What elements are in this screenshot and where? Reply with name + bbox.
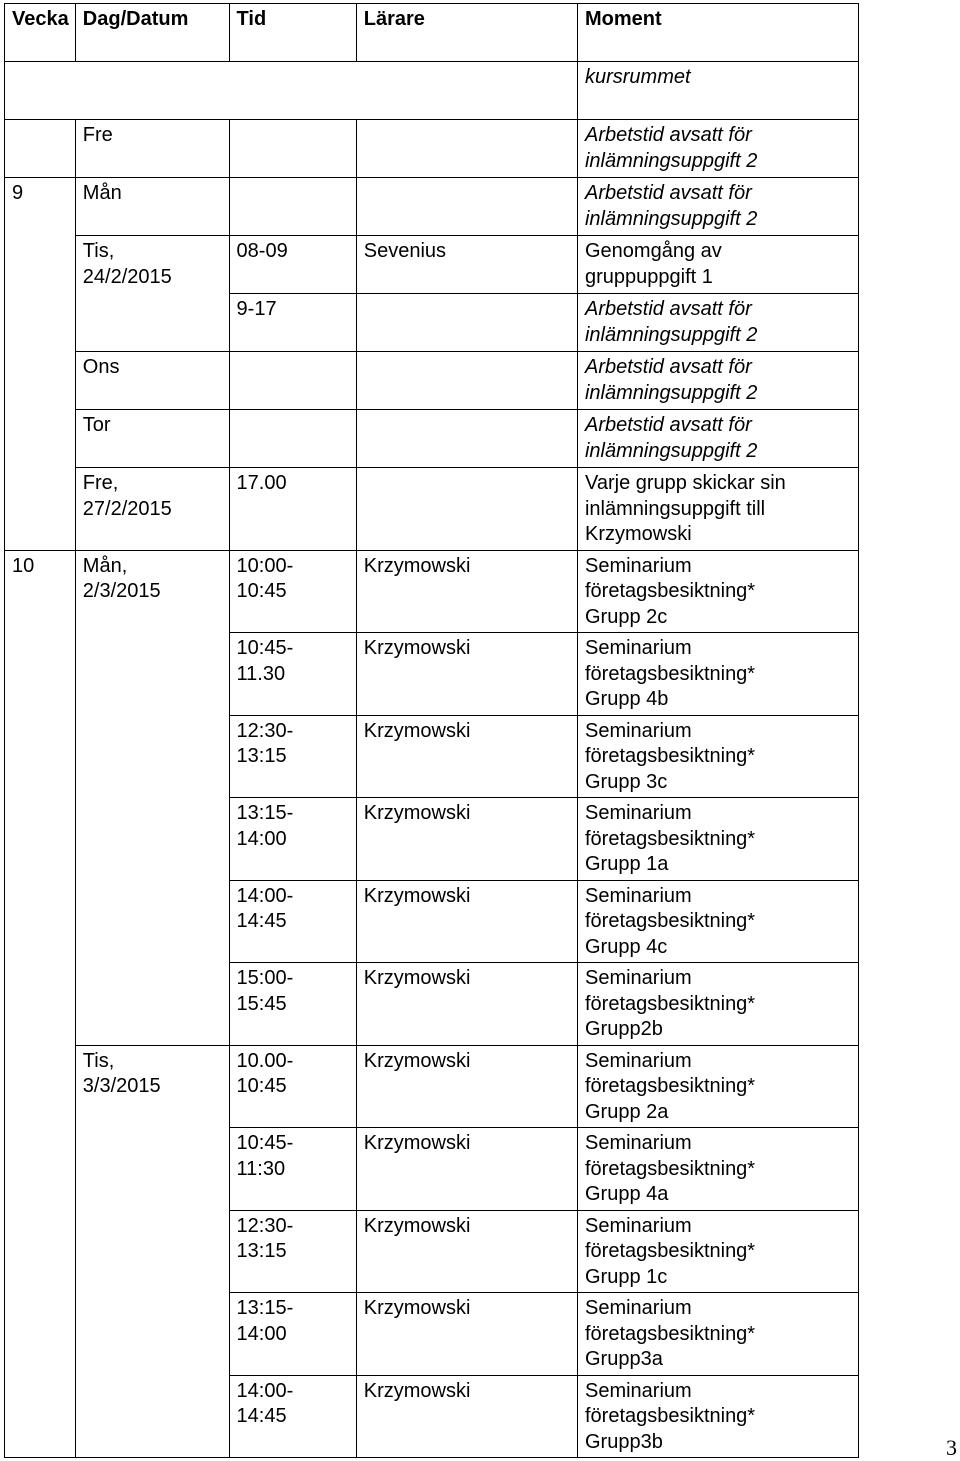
moment-cell: [577, 236, 858, 294]
cell-line: Seminarium: [584, 1379, 692, 1402]
table-row: [5, 178, 859, 236]
week-cell: [5, 880, 76, 963]
week-cell: [5, 352, 76, 410]
cell-line: Krzymowski: [584, 523, 692, 545]
week-cell: 10: [5, 550, 76, 633]
teacher-cell: Krzymowski: [356, 1045, 577, 1128]
header-day: Dag/Datum: [75, 4, 229, 62]
moment-cell: [577, 1210, 858, 1293]
time-cell: [229, 178, 356, 236]
table-row: [5, 120, 859, 178]
teacher-cell: [356, 294, 577, 352]
table-row: [5, 550, 859, 633]
cell-line: Grupp2b: [584, 1018, 663, 1040]
moment-cell: [577, 178, 858, 236]
day-cell: [75, 715, 229, 798]
moment-cell: [577, 798, 858, 881]
moment-cell: [577, 468, 858, 551]
day-cell: [75, 633, 229, 716]
table-row: [5, 798, 859, 881]
cell-line: 13:15-: [236, 802, 294, 824]
cell-line: 14:00: [236, 1322, 287, 1345]
moment-cell: [577, 963, 858, 1046]
cell-line: inlämningsuppgift 2: [584, 323, 758, 346]
cell-line: Grupp 4c: [584, 935, 668, 958]
cell-line: 10:45-: [236, 637, 294, 659]
cell-line: Grupp 2a: [584, 1100, 669, 1123]
week-cell: [5, 715, 76, 798]
table-row: [5, 1210, 859, 1293]
week-cell: [5, 633, 76, 716]
moment-cell: [577, 1293, 858, 1376]
table-row: [5, 715, 859, 798]
cell-line: 14:00-: [236, 884, 294, 907]
cell-line: Seminarium: [584, 967, 692, 989]
week-cell: [5, 1210, 76, 1293]
day-cell: [75, 294, 229, 352]
table-row: [5, 236, 859, 294]
cell-line: Grupp 4b: [584, 688, 669, 710]
cell-line: 10:45-: [236, 1132, 294, 1154]
cell-line: företagsbesiktning*: [584, 662, 756, 685]
week-cell: [5, 1128, 76, 1211]
cell-line: Seminarium: [584, 802, 692, 824]
cell-line: 10.00-: [236, 1049, 294, 1072]
cell-line: Seminarium: [584, 884, 692, 907]
day-cell: [75, 1045, 229, 1128]
cell-line: Arbetstid avsatt för: [584, 182, 752, 204]
cell-line: Grupp3a: [584, 1348, 663, 1370]
day-cell: Mån: [75, 178, 229, 236]
cell-line: företagsbesiktning*: [584, 580, 756, 602]
cell-line: Grupp 4a: [584, 1183, 669, 1205]
day-cell: [75, 963, 229, 1046]
teacher-cell: [356, 178, 577, 236]
cell-line: företagsbesiktning*: [584, 745, 756, 767]
week-cell: [5, 1045, 76, 1128]
time-cell: 08-09: [229, 236, 356, 294]
cell-line: Seminarium: [584, 1132, 692, 1154]
header-week: Vecka: [5, 4, 76, 62]
time-cell: [229, 798, 356, 881]
teacher-cell: [356, 410, 577, 468]
table-row: [5, 410, 859, 468]
teacher-cell: Krzymowski: [356, 633, 577, 716]
teacher-cell: Krzymowski: [356, 1375, 577, 1458]
cell-line: företagsbesiktning*: [584, 827, 756, 850]
day-cell: Ons: [75, 352, 229, 410]
moment-cell: [577, 550, 858, 633]
week-cell: [5, 236, 76, 294]
week-cell: [5, 798, 76, 881]
cell-line: företagsbesiktning*: [584, 1240, 756, 1262]
table-row: [5, 1375, 859, 1458]
day-cell: [75, 1375, 229, 1458]
cell-line: inlämningsuppgift till: [584, 497, 766, 520]
week-cell: [5, 410, 76, 468]
cell-line: 10:00-: [236, 554, 294, 577]
header-row: [5, 4, 859, 62]
time-cell: [229, 880, 356, 963]
day-cell: Tor: [75, 410, 229, 468]
day-cell: Fre: [75, 120, 229, 178]
cell-line: företagsbesiktning*: [584, 992, 756, 1015]
cell-line: 14:00: [236, 827, 287, 850]
teacher-cell: [356, 352, 577, 410]
time-cell: [229, 633, 356, 716]
week-cell: [5, 1375, 76, 1458]
time-cell: [229, 963, 356, 1046]
day-cell: [75, 236, 229, 294]
location-row: [5, 62, 859, 120]
cell-line: Seminarium: [584, 1297, 692, 1319]
week-cell: [5, 468, 76, 551]
day-cell: [75, 880, 229, 963]
cell-line: Fre,: [82, 472, 119, 494]
cell-line: Seminarium: [584, 1049, 692, 1072]
header-moment: Moment: [577, 4, 858, 62]
week-cell: [5, 294, 76, 352]
table-row: [5, 880, 859, 963]
time-cell: 17.00: [229, 468, 356, 551]
table-row: [5, 1045, 859, 1128]
cell-line: 2/3/2015: [82, 580, 161, 602]
cell-line: 13:15-: [236, 1297, 294, 1319]
week-cell: [5, 120, 76, 178]
cell-line: 13:15: [236, 745, 287, 767]
cell-line: 15:45: [236, 992, 287, 1015]
time-cell: [229, 550, 356, 633]
cell-line: Genomgång av: [584, 240, 722, 262]
moment-cell: [577, 352, 858, 410]
time-cell: 9-17: [229, 294, 356, 352]
cell-line: 10:45: [236, 580, 287, 602]
teacher-cell: Krzymowski: [356, 798, 577, 881]
cell-line: 3/3/2015: [82, 1075, 161, 1097]
teacher-cell: Krzymowski: [356, 963, 577, 1046]
cell-line: 24/2/2015: [82, 265, 172, 288]
moment-cell: [577, 715, 858, 798]
table-row: [5, 633, 859, 716]
day-cell: [75, 798, 229, 881]
cell-line: företagsbesiktning*: [584, 1075, 756, 1097]
cell-line: 14:45: [236, 910, 287, 932]
time-cell: [229, 1375, 356, 1458]
week-cell: [5, 963, 76, 1046]
teacher-cell: [356, 468, 577, 551]
cell-line: 13:15: [236, 1240, 287, 1262]
page-number: 3: [946, 1435, 957, 1460]
cell-line: Seminarium: [584, 719, 692, 742]
table-row: [5, 294, 859, 352]
teacher-cell: Krzymowski: [356, 715, 577, 798]
cell-line: inlämningsuppgift 2: [584, 149, 758, 172]
cell-line: 15:00-: [236, 967, 294, 989]
cell-line: 12:30-: [236, 1214, 294, 1237]
cell-line: 14:00-: [236, 1379, 294, 1402]
schedule-table: [4, 3, 859, 1458]
cell-line: Seminarium: [584, 554, 692, 577]
cell-line: Seminarium: [584, 1214, 692, 1237]
cell-line: 14:45: [236, 1405, 287, 1427]
moment-cell: [577, 1128, 858, 1211]
cell-line: Mån,: [82, 554, 128, 577]
cell-line: inlämningsuppgift 2: [584, 381, 758, 404]
cell-line: företagsbesiktning*: [584, 1405, 756, 1427]
day-cell: [75, 550, 229, 633]
cell-line: företagsbesiktning*: [584, 1157, 756, 1180]
week-cell: [5, 1293, 76, 1376]
cell-line: Grupp 3c: [584, 770, 668, 793]
location-label: kursrummet: [577, 62, 858, 120]
cell-line: Tis,: [82, 240, 115, 262]
day-cell: [75, 1210, 229, 1293]
teacher-cell: Sevenius: [356, 236, 577, 294]
header-time: Tid: [229, 4, 356, 62]
teacher-cell: Krzymowski: [356, 1128, 577, 1211]
cell-line: gruppuppgift 1: [584, 265, 713, 288]
table-row: [5, 1128, 859, 1211]
moment-cell: [577, 294, 858, 352]
day-cell: [75, 1128, 229, 1211]
moment-cell: [577, 633, 858, 716]
cell-line: Arbetstid avsatt för: [584, 298, 752, 320]
time-cell: [229, 352, 356, 410]
cell-line: Tis,: [82, 1049, 115, 1072]
cell-line: inlämningsuppgift 2: [584, 207, 758, 230]
time-cell: [229, 120, 356, 178]
day-cell: [75, 468, 229, 551]
teacher-cell: Krzymowski: [356, 1210, 577, 1293]
cell-line: 27/2/2015: [82, 497, 172, 520]
week-cell: 9: [5, 178, 76, 236]
cell-line: Arbetstid avsatt för: [584, 356, 752, 378]
table-row: [5, 468, 859, 551]
cell-line: Varje grupp skickar sin: [584, 472, 786, 494]
cell-line: 11.30: [236, 662, 286, 685]
cell-line: 11:30: [236, 1157, 286, 1180]
moment-cell: [577, 1375, 858, 1458]
table-row: [5, 1293, 859, 1376]
time-cell: [229, 1045, 356, 1128]
moment-cell: [577, 1045, 858, 1128]
cell-line: företagsbesiktning*: [584, 910, 756, 932]
teacher-cell: [356, 120, 577, 178]
cell-line: Seminarium: [584, 637, 692, 659]
time-cell: [229, 1293, 356, 1376]
cell-line: Grupp 1a: [584, 853, 669, 875]
table-row: [5, 352, 859, 410]
teacher-cell: Krzymowski: [356, 1293, 577, 1376]
moment-cell: [577, 410, 858, 468]
cell-line: 10:45: [236, 1075, 287, 1097]
day-cell: [75, 1293, 229, 1376]
cell-line: Arbetstid avsatt för: [584, 124, 752, 146]
cell-line: Arbetstid avsatt för: [584, 414, 752, 436]
header-teacher: Lärare: [356, 4, 577, 62]
time-cell: [229, 410, 356, 468]
teacher-cell: Krzymowski: [356, 550, 577, 633]
moment-cell: [577, 120, 858, 178]
time-cell: [229, 715, 356, 798]
cell-line: Grupp 1c: [584, 1265, 668, 1288]
table-row: [5, 963, 859, 1046]
cell-line: 12:30-: [236, 719, 294, 742]
moment-cell: [577, 880, 858, 963]
cell-line: Grupp 2c: [584, 605, 668, 628]
time-cell: [229, 1128, 356, 1211]
cell-line: Grupp3b: [584, 1430, 663, 1453]
cell-line: företagsbesiktning*: [584, 1322, 756, 1345]
cell-line: inlämningsuppgift 2: [584, 439, 758, 462]
time-cell: [229, 1210, 356, 1293]
teacher-cell: Krzymowski: [356, 880, 577, 963]
